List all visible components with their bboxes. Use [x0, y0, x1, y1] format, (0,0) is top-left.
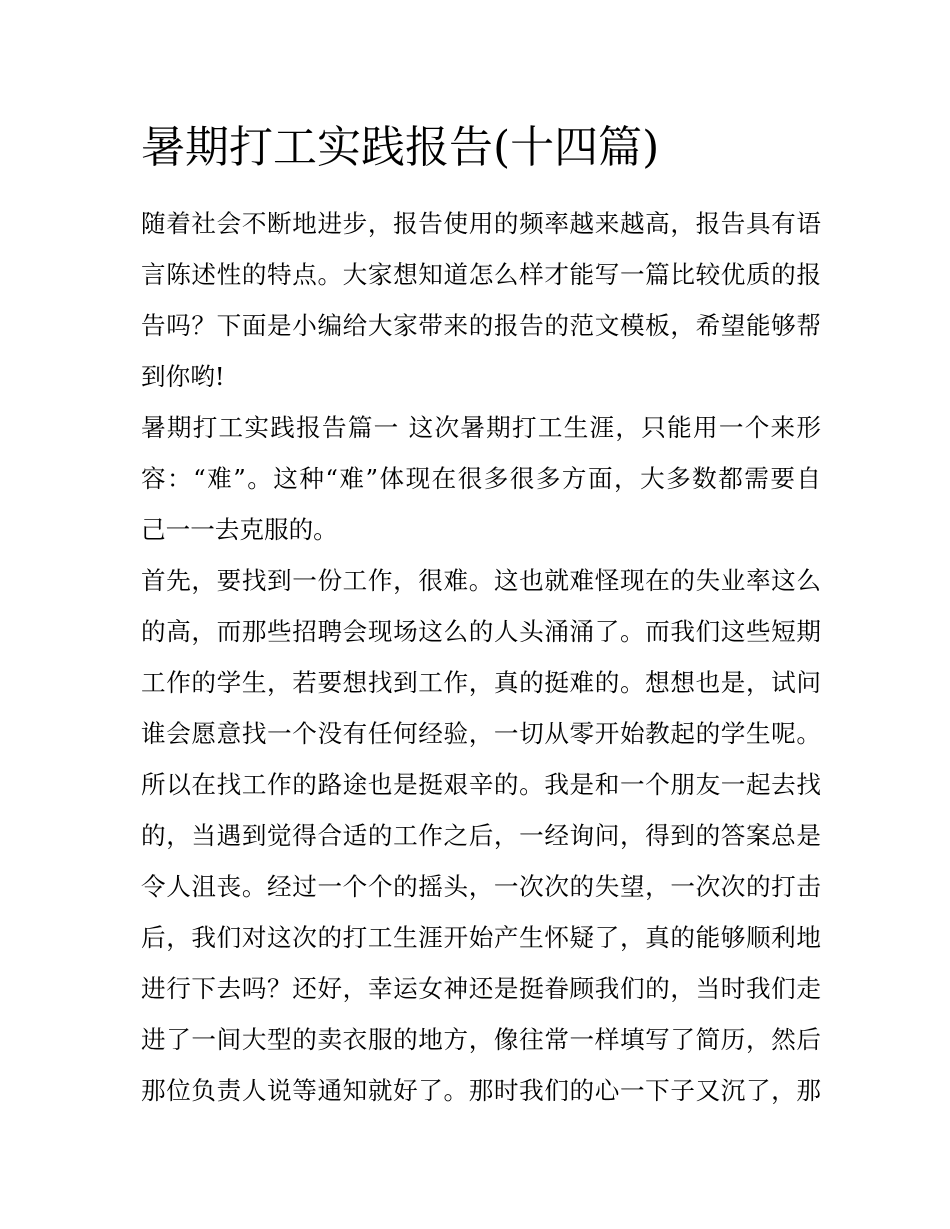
text-line: 到你哟!: [141, 362, 225, 391]
text-line: 首先，要找到一份工作，很难。这也就难怪现在的失业率这么: [141, 566, 821, 595]
text-line: 工作的学生，若要想找到工作，真的挺难的。想想也是，试问: [141, 668, 821, 697]
text-line: 容：“难”。这种“难”体现在很多很多方面，大多数都需要自: [141, 464, 821, 493]
text-line: 后，我们对这次的打工生涯开始产生怀疑了，真的能够顺利地: [141, 923, 821, 952]
text-line: 告吗？下面是小编给大家带来的报告的范文模板，希望能够帮: [141, 311, 821, 340]
text-line: 那位负责人说等通知就好了。那时我们的心一下子又沉了，那: [141, 1076, 821, 1105]
text-line: 令人沮丧。经过一个个的摇头，一次次的失望，一次次的打击: [141, 872, 821, 901]
text-line: 进了一间大型的卖衣服的地方，像往常一样填写了简历，然后: [141, 1025, 821, 1054]
text-line: 的高，而那些招聘会现场这么的人头涌涌了。而我们这些短期: [141, 617, 821, 646]
text-line: 所以在找工作的路途也是挺艰辛的。我是和一个朋友一起去找: [141, 770, 821, 799]
text-line: 随着社会不断地进步，报告使用的频率越来越高，报告具有语: [141, 209, 821, 238]
document-title: 暑期打工实践报告(十四篇): [141, 122, 660, 173]
text-line: 谁会愿意找一个没有任何经验，一切从零开始教起的学生呢。: [141, 719, 821, 748]
text-line: 己一一去克服的。: [141, 515, 338, 544]
text-line: 言陈述性的特点。大家想知道怎么样才能写一篇比较优质的报: [141, 260, 821, 289]
text-line: 的，当遇到觉得合适的工作之后，一经询问，得到的答案总是: [141, 821, 821, 850]
document-body: [141, 200, 821, 1118]
text-line: 暑期打工实践报告篇一 这次暑期打工生涯，只能用一个来形: [141, 413, 821, 442]
text-line: 进行下去吗？还好，幸运女神还是挺眷顾我们的，当时我们走: [141, 974, 821, 1003]
